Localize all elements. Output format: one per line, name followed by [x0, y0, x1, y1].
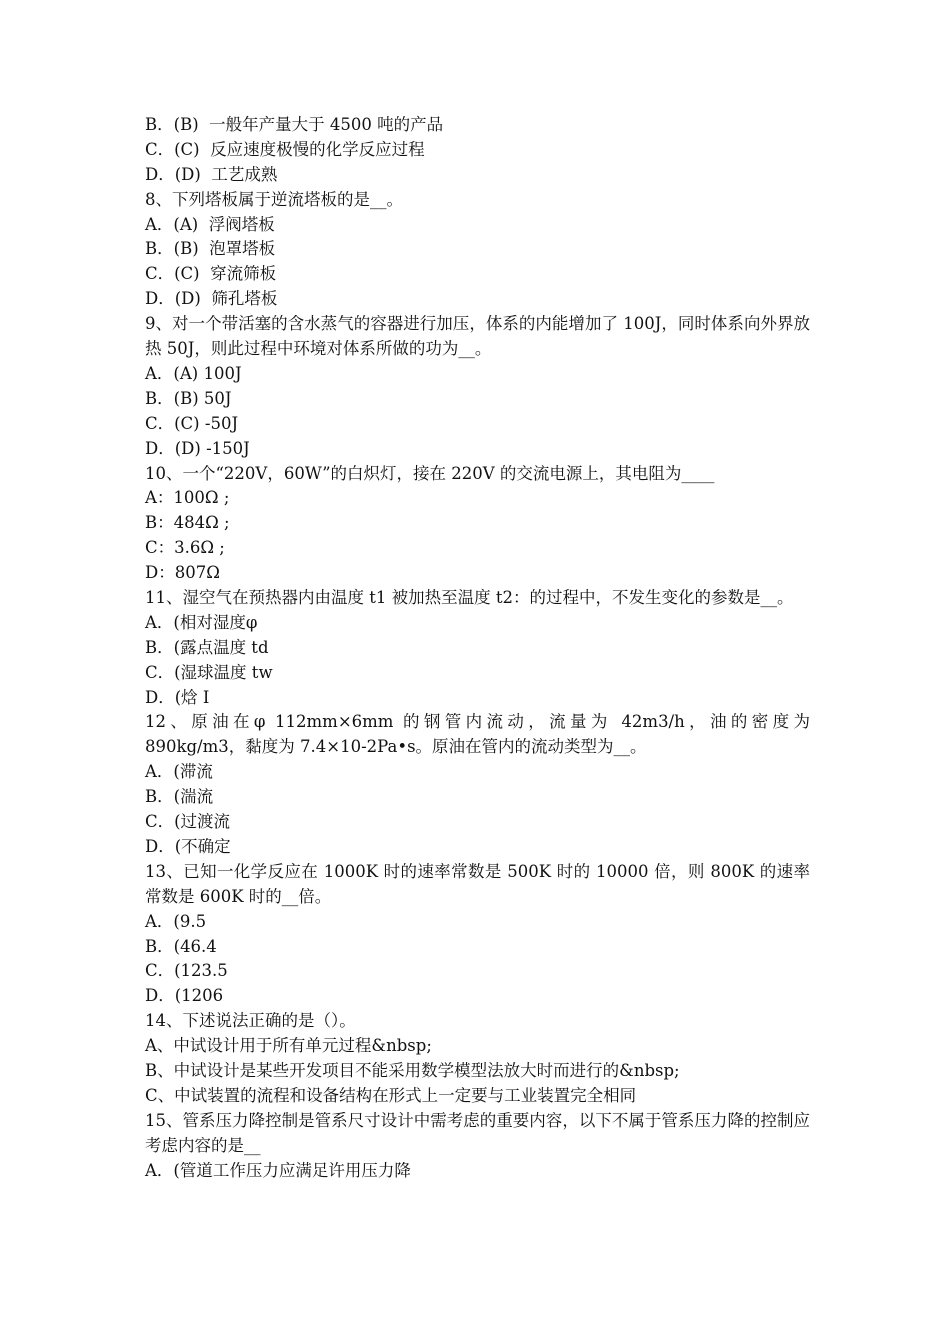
question-8: 8、下列塔板属于逆流塔板的是__。 — [145, 189, 403, 209]
option-12c: C．(过渡流 — [145, 812, 231, 832]
question-9: 9、对一个带活塞的含水蒸气的容器进行加压，体系的内能增加了 100J，同时体系向外界放热 50J，则此过程中环境对体系所做的功为__。 — [145, 314, 810, 359]
option-8a: A．(A) 浮阀塔板 — [145, 214, 275, 234]
option-8c: C．(C) 穿流筛板 — [145, 264, 277, 284]
question-14: 14、下述说法正确的是（）。 — [145, 1011, 356, 1031]
option-10c: C：3.6Ω ; — [145, 538, 225, 558]
option-7b: B．(B) 一般年产量大于 4500 吨的产品 — [145, 115, 444, 134]
option-11c: C．(湿球温度 tw — [145, 662, 273, 682]
option-8b: B．(B) 泡罩塔板 — [145, 239, 276, 259]
option-9d: D．(D) -150J — [145, 438, 250, 458]
question-13: 13、已知一化学反应在 1000K 时的速率常数是 500K 时的 10000 倍，则 800K 的速率常数是 600K 时的__倍。 — [145, 861, 810, 906]
option-9c: C．(C) -50J — [145, 413, 239, 433]
option-9b: B．(B) 50J — [145, 388, 232, 408]
option-14b: B、中试设计是某些开发项目不能采用数学模型法放大时而进行的&nbsp; — [145, 1060, 680, 1080]
option-12d: D．(不确定 — [145, 836, 231, 856]
option-12a: A．(滞流 — [145, 762, 213, 782]
option-10a: A：100Ω ; — [145, 488, 230, 508]
option-12b: B．(湍流 — [145, 787, 214, 807]
question-12: 12、原油在φ 112mm×6mm 的钢管内流动，流量为 42m3/h，油的密度为 890kg/m3，黏度为 7.4×10-2Pa•s。原油在管内的流动类型为__。 — [145, 712, 810, 757]
question-11: 11、湿空气在预热器内由温度 t1 被加热至温度 t2：的过程中，不发生变化的参数是__。 — [145, 587, 794, 607]
option-10b: B：484Ω ; — [145, 513, 230, 533]
option-8d: D．(D) 筛孔塔板 — [145, 289, 278, 309]
question-15: 15、管系压力降控制是管系尺寸设计中需考虑的重要内容，以下不属于管系压力降的控制应考虑内容的是__ — [145, 1110, 810, 1155]
option-14a: A、中试设计用于所有单元过程&nbsp; — [145, 1036, 432, 1056]
option-13b: B．(46.4 — [145, 936, 217, 956]
option-7d: D．(D) 工艺成熟 — [145, 164, 278, 184]
option-9a: A．(A) 100J — [145, 363, 242, 383]
option-13d: D．(1206 — [145, 986, 224, 1006]
document-body — [145, 113, 810, 1183]
option-7c: C．(C) 反应速度极慢的化学反应过程 — [145, 139, 425, 159]
option-11d: D．(焓 I — [145, 687, 210, 707]
question-10: 10、一个“220V，60W”的白炽灯，接在 220V 的交流电源上，其电阻为____ — [145, 463, 715, 483]
option-11b: B．(露点温度 td — [145, 637, 269, 657]
option-10d: D：807Ω — [145, 563, 220, 583]
option-13c: C．(123.5 — [145, 961, 228, 981]
option-13a: A．(9.5 — [145, 911, 207, 931]
option-14c: C、中试装置的流程和设备结构在形式上一定要与工业装置完全相同 — [145, 1085, 637, 1105]
option-11a: A．(相对湿度φ — [145, 612, 258, 632]
option-15a: A．(管道工作压力应满足许用压力降 — [145, 1160, 411, 1180]
